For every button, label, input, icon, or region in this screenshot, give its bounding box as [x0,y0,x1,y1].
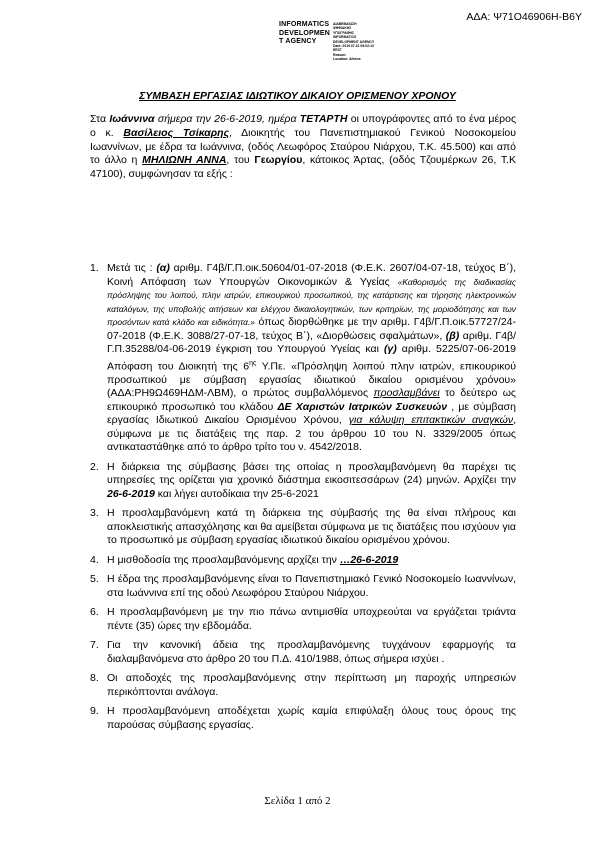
list-item [90,573,516,600]
item-number: 4. [90,553,99,566]
job-branch: ΔΕ Χαριστών Ιατρικών Συσκευών [277,400,448,413]
page-number: Σελίδα 1 από 2 [264,795,331,807]
item-text: Για την κανονική άδεια της προσλαμβανόμενης τυγχάνουν εφαρμογής τα διαλαμβανόμενα στο άρθρο 20 του Π.Δ. 410/1988, όπως σήμερα ισχύει . [107,639,516,665]
hires-word: προσλαμβάνει [373,387,440,399]
payroll-start-date: …26-6-2019 [339,553,399,566]
quoted-decision: «Καθορισμός της διαδικασίας πρόσληψης του λοιπού, πλην ιατρών, επικουρικού προσωπικού, της κατάρτισης και τήρησης ηλεκτρονικών καταλόγων, της υποβολής αιτήσεων και ελέγχου δικαιολογητικών, των κριτηρίων, της μοριοδότησης και των προσόντων κατά κλάδο και ειδικότητα.» [107,276,516,327]
list-item [90,461,516,502]
logo-line: T AGENCY [279,38,317,45]
stamp-line: ΥΠΟΓΡΑΦΗΣ [333,30,355,35]
item-text: Οι αποδοχές της προσλαμβανόμενης στην περίπτωση μη παροχής υπηρεσιών περικόπτονται ανάλογα. [107,672,516,698]
item-number: 8. [90,672,99,684]
logo-line: INFORMATICS [279,21,330,28]
item-number: 1. [90,262,99,274]
ada-code: ΑΔΑ: Ψ71Ο46906Η-Β6Υ [466,11,582,23]
contract-terms-list [90,262,516,738]
stamp-line: DEVELOPMENT AGENCY [333,39,375,44]
item-number: 3. [90,507,99,519]
place-name: Ιωάννινα [109,113,155,125]
start-date: 26-6-2019 [107,487,155,500]
stamp-line: Location: Athens [333,57,361,62]
stamp-line: ΔΙΑΒΕΒΑΙΩΣΗ [333,22,357,26]
stamp-line: Reason: [333,52,347,57]
list-item [90,639,516,666]
intro-paragraph: Στα Ιωάννινα σήμερα την 26-6-2019, ημέρα ΤΕΤΑΡΤΗ οι υπογράφοντες από το ένα μέρος ο κ. Βασίλειος Τσίκαρης, Διοικητής του Πανεπιστημιακού Γενικού Νοσοκομείου Ιωαννίνων, με έδρα τα Ιωάννινα, (οδός Λεωφόρος Σταύρου Νιάρχου, Τ.Κ. 45.500) και από το άλλο η ΜΗΛΙΩΝΗ ΑΝΝΑ, του Γεωργίου, κάτοικος Άρτας, (οδός Τζουμέρκων 26, Τ.Κ 47100), συμφώνησαν τα εξής : [90,113,517,181]
item-text: Η διάρκεια της σύμβασης βάσει της οποίας η προσλαμβανόμενη θα παρέχει τις υπηρεσίες της ορίζεται για χρονικό διάστημα εικοσιτεσσάρων (24) μηνών. Αρχίζει την 26-6-2019 και λήγει αυτοδίκαια την 25-6-2021 [107,460,516,500]
urgent-needs: για κάλυψη επιτακτικών αναγκών [348,414,514,426]
list-item [90,705,516,732]
document-title: ΣΥΜΒΑΣΗ ΕΡΓΑΣΙΑΣ ΙΔΙΩΤΙΚΟΥ ΔΙΚΑΙΟΥ ΟΡΙΣΜΕΝΟΥ ΧΡΟΝΟΥ [139,90,456,102]
list-item [90,554,516,568]
stamp-line: EEST [333,48,342,53]
list-item [90,262,516,455]
item-text: Μετά τις : (α) αριθμ. Γ4β/Γ.Π.οικ.50604/01-07-2018 (Φ.Ε.Κ. 2607/04-07-18, τεύχος Β΄), Κοινή Απόφαση των Υπουργών Οικονομικών & Υγείας «Καθορισμός της διαδικασίας πρόσληψης του λοιπού, πλην ιατρών, επικουρικού προσωπικού, της κατάρτισης και τήρησης ηλεκτρονικών καταλόγων, της υποβολής αιτήσεων και ελέγχου δικαιολογητικών, των κριτηρίων, της μοριοδότησης και των προσόντων κατά κλάδο και ειδικότητα.» όπως διορθώθηκε με την αριθμ. Γ4β/Γ.Π.οικ.57727/24-07-2018 (Φ.Ε.Κ. 3088/27-07-18, τεύχος Β΄), «Διορθώσεις σφαλμάτων», (β) αριθμ. Γ4β/Γ.Π.35288/04-06-2019 έγκριση του Υπουργού Υγείας και (γ) αριθμ. 5225/07-06-2019 Απόφαση του Διοικητή της $6^{\eta\varsigma}$ Υ.Πε. «Πρόσληψη λοιπού πλην ιατρών, επικουρικού προσωπικού με σύμβαση εργασίας ιδιωτικού δικαίου ορισμένου χρόνου» (ΑΔΑ:ΡΗ9Ω469ΗΔΜ-ΛΒΜ), ο πρώτος συμβαλλόμενος προσλαμβάνει το δεύτερο ως επικουρικό προσωπικό του κλάδου ΔΕ Χαριστών Ιατρικών Συσκευών , με σύμβαση εργασίας Ιδιωτικού Δικαίου Ορισμένου Χρόνου, για κάλυψη επιτακτικών αναγκών, σύμφωνα με τις διατάξεις της παρ. 2 του άρθρου 10 του Ν. 3329/2005 όπως αντικαταστάθηκε από το άρθρο τρίτο του ν. 4542/2018. [107,262,516,453]
employee-name: ΜΗΛΙΩΝΗ ΑΝΝΑ [142,154,227,167]
item-text: Η έδρα της προσλαμβανόμενης είναι το Πανεπιστημιακό Γενικό Νοσοκομείο Ιωαννίνων, στα Ιωάννινα επί της οδού Λεωφόρου Σταύρου Νιάρχου. [107,573,516,599]
logo-text [279,21,330,62]
item-text: Η μισθοδοσία της προσλαμβανόμενης αρχίζει την …26-6-2019 [107,553,399,566]
item-text: Η προσλαμβανόμενη αποδέχεται χωρίς καμία επιφύλαξη όλους τους όρους της παρούσας σύμβασης εργασίας. [107,705,516,731]
item-text: Η προσλαμβανόμενη κατά τη διάρκεια της σύμβασής της θα είναι πλήρους και αποκλειστικής απασχόλησης και θα αμείβεται σύμφωνα με τις διατάξεις που ισχύουν για το προσωπικό με σύμβαση εργασίας ιδιωτικού δικαίου ορισμένου χρόνου. [107,507,516,546]
list-item [90,672,516,699]
stamp-line: Date: 2019.07.22 09:02:13 [333,44,374,49]
item-number: 2. [90,460,99,473]
list-item [90,606,516,633]
item-number: 9. [90,705,99,717]
item-number: 6. [90,606,99,618]
stamp-line: ΨΗΦΙΑΚΗΣ [333,26,352,31]
list-item [90,507,516,548]
digital-signature-stamp [333,21,374,62]
item-number: 5. [90,573,99,585]
item-number: 7. [90,639,99,651]
day-name: ΤΕΤΑΡΤΗ [299,113,348,125]
father-name: Γεωργίου [254,154,303,167]
director-name: Βασίλειος Τσίκαρης [123,126,230,139]
informatics-agency-logo [279,21,374,62]
stamp-line: INFORMATICS [333,35,357,40]
logo-line: DEVELOPMEN [279,29,331,37]
item-text: Η προσλαμβανόμενη με την πιο πάνω αντιμισθία υποχρεούται να εργάζεται τριάντα πέντε (35) ώρες την εβδομάδα. [107,606,516,632]
